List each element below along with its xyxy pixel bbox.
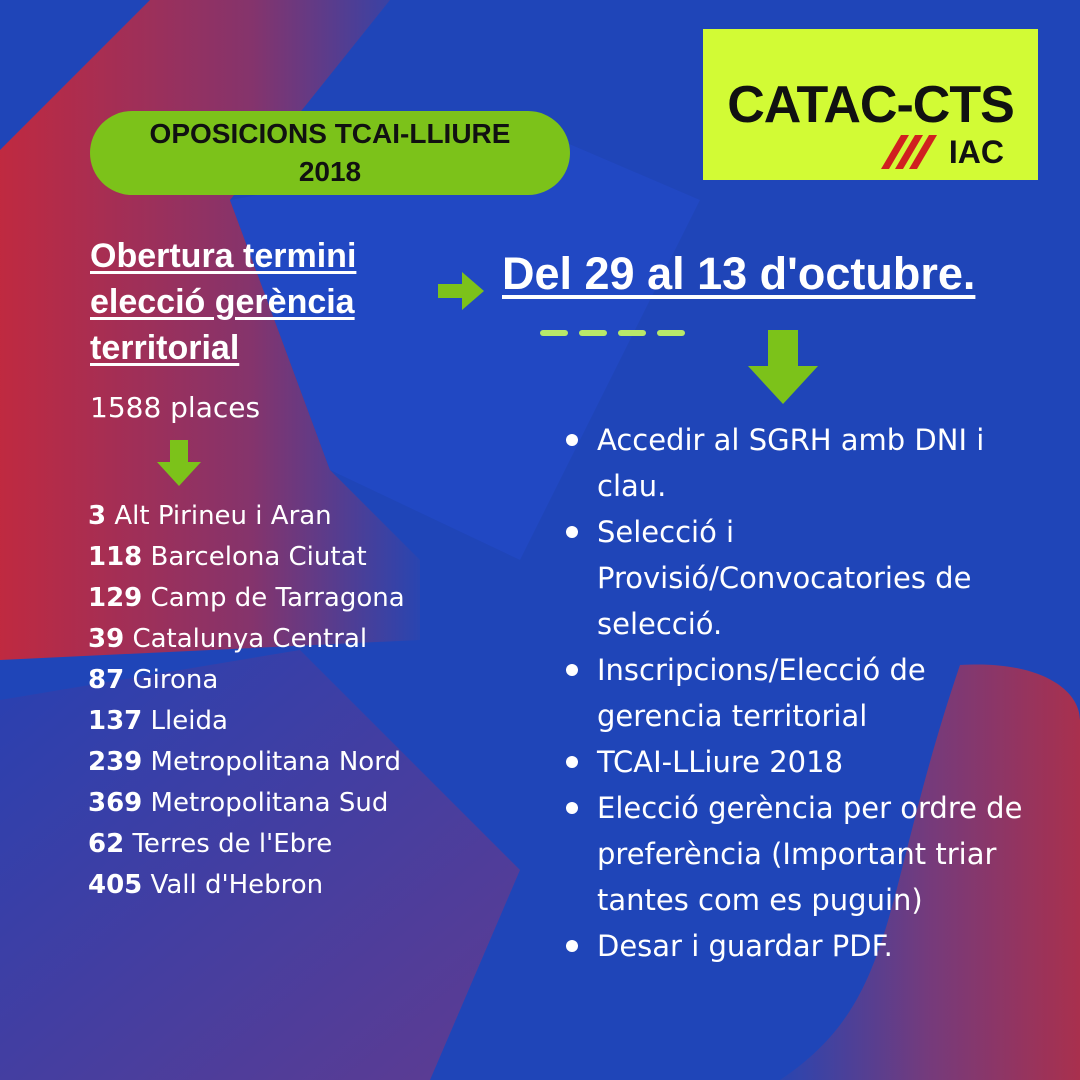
logo-main-text: CATAC-CTS <box>727 76 1014 134</box>
list-item <box>88 865 405 906</box>
list-item: Accedir al SGRH amb DNI i clau. <box>564 417 1034 509</box>
list-item: TCAI-LLiure 2018 <box>564 739 1034 785</box>
region-count: 129 <box>88 583 143 613</box>
region-name: Barcelona Ciutat <box>150 542 367 572</box>
logo-stripes-icon <box>871 129 941 175</box>
regions-list <box>88 496 405 906</box>
region-count: 39 <box>88 624 125 654</box>
list-item <box>88 496 405 537</box>
list-item <box>88 701 405 742</box>
arrow-down-large-icon <box>748 330 818 404</box>
region-count: 405 <box>88 870 143 900</box>
region-count: 87 <box>88 665 125 695</box>
list-item <box>88 537 405 578</box>
region-name: Terres de l'Ebre <box>132 829 333 859</box>
left-heading <box>90 233 430 371</box>
dashed-divider <box>540 329 686 337</box>
region-name: Metropolitana Nord <box>150 747 401 777</box>
list-item <box>88 783 405 824</box>
arrow-right-icon <box>438 272 484 310</box>
region-name: Camp de Tarragona <box>150 583 405 613</box>
region-count: 369 <box>88 788 143 818</box>
list-item: Desar i guardar PDF. <box>564 923 1034 969</box>
catac-cts-logo <box>703 29 1038 180</box>
places-count: 1588 places <box>90 391 261 424</box>
region-name: Alt Pirineu i Aran <box>114 501 332 531</box>
pill-title-line1: OPOSICIONS TCAI-LLIURE <box>149 118 511 149</box>
list-item <box>88 578 405 619</box>
list-item <box>88 742 405 783</box>
list-item <box>88 660 405 701</box>
logo-sub-text: IAC <box>948 134 1004 170</box>
list-item <box>88 824 405 865</box>
region-count: 239 <box>88 747 143 777</box>
region-name: Girona <box>132 665 219 695</box>
region-count: 137 <box>88 706 143 736</box>
title-pill <box>90 111 570 195</box>
region-count: 62 <box>88 829 125 859</box>
date-title: Del 29 al 13 d'octubre. <box>502 248 976 299</box>
list-item: Selecció i Provisió/Convocatories de selecció. <box>564 509 1034 647</box>
steps-list <box>564 417 1034 969</box>
region-name: Lleida <box>150 706 228 736</box>
pill-title-line2: 2018 <box>298 156 362 187</box>
region-name: Catalunya Central <box>132 624 368 654</box>
region-name: Vall d'Hebron <box>150 870 324 900</box>
region-name: Metropolitana Sud <box>150 788 389 818</box>
left-heading-line2: elecció gerència <box>90 283 355 321</box>
left-heading-line1: Obertura termini <box>90 237 357 275</box>
left-heading-line3: territorial <box>90 329 240 367</box>
region-count: 118 <box>88 542 143 572</box>
list-item: Elecció gerència per ordre de preferència (Important triar tantes com es puguin) <box>564 785 1034 923</box>
arrow-down-small-icon <box>157 440 201 486</box>
region-count: 3 <box>88 501 107 531</box>
list-item: Inscripcions/Elecció de gerencia territorial <box>564 647 1034 739</box>
list-item <box>88 619 405 660</box>
